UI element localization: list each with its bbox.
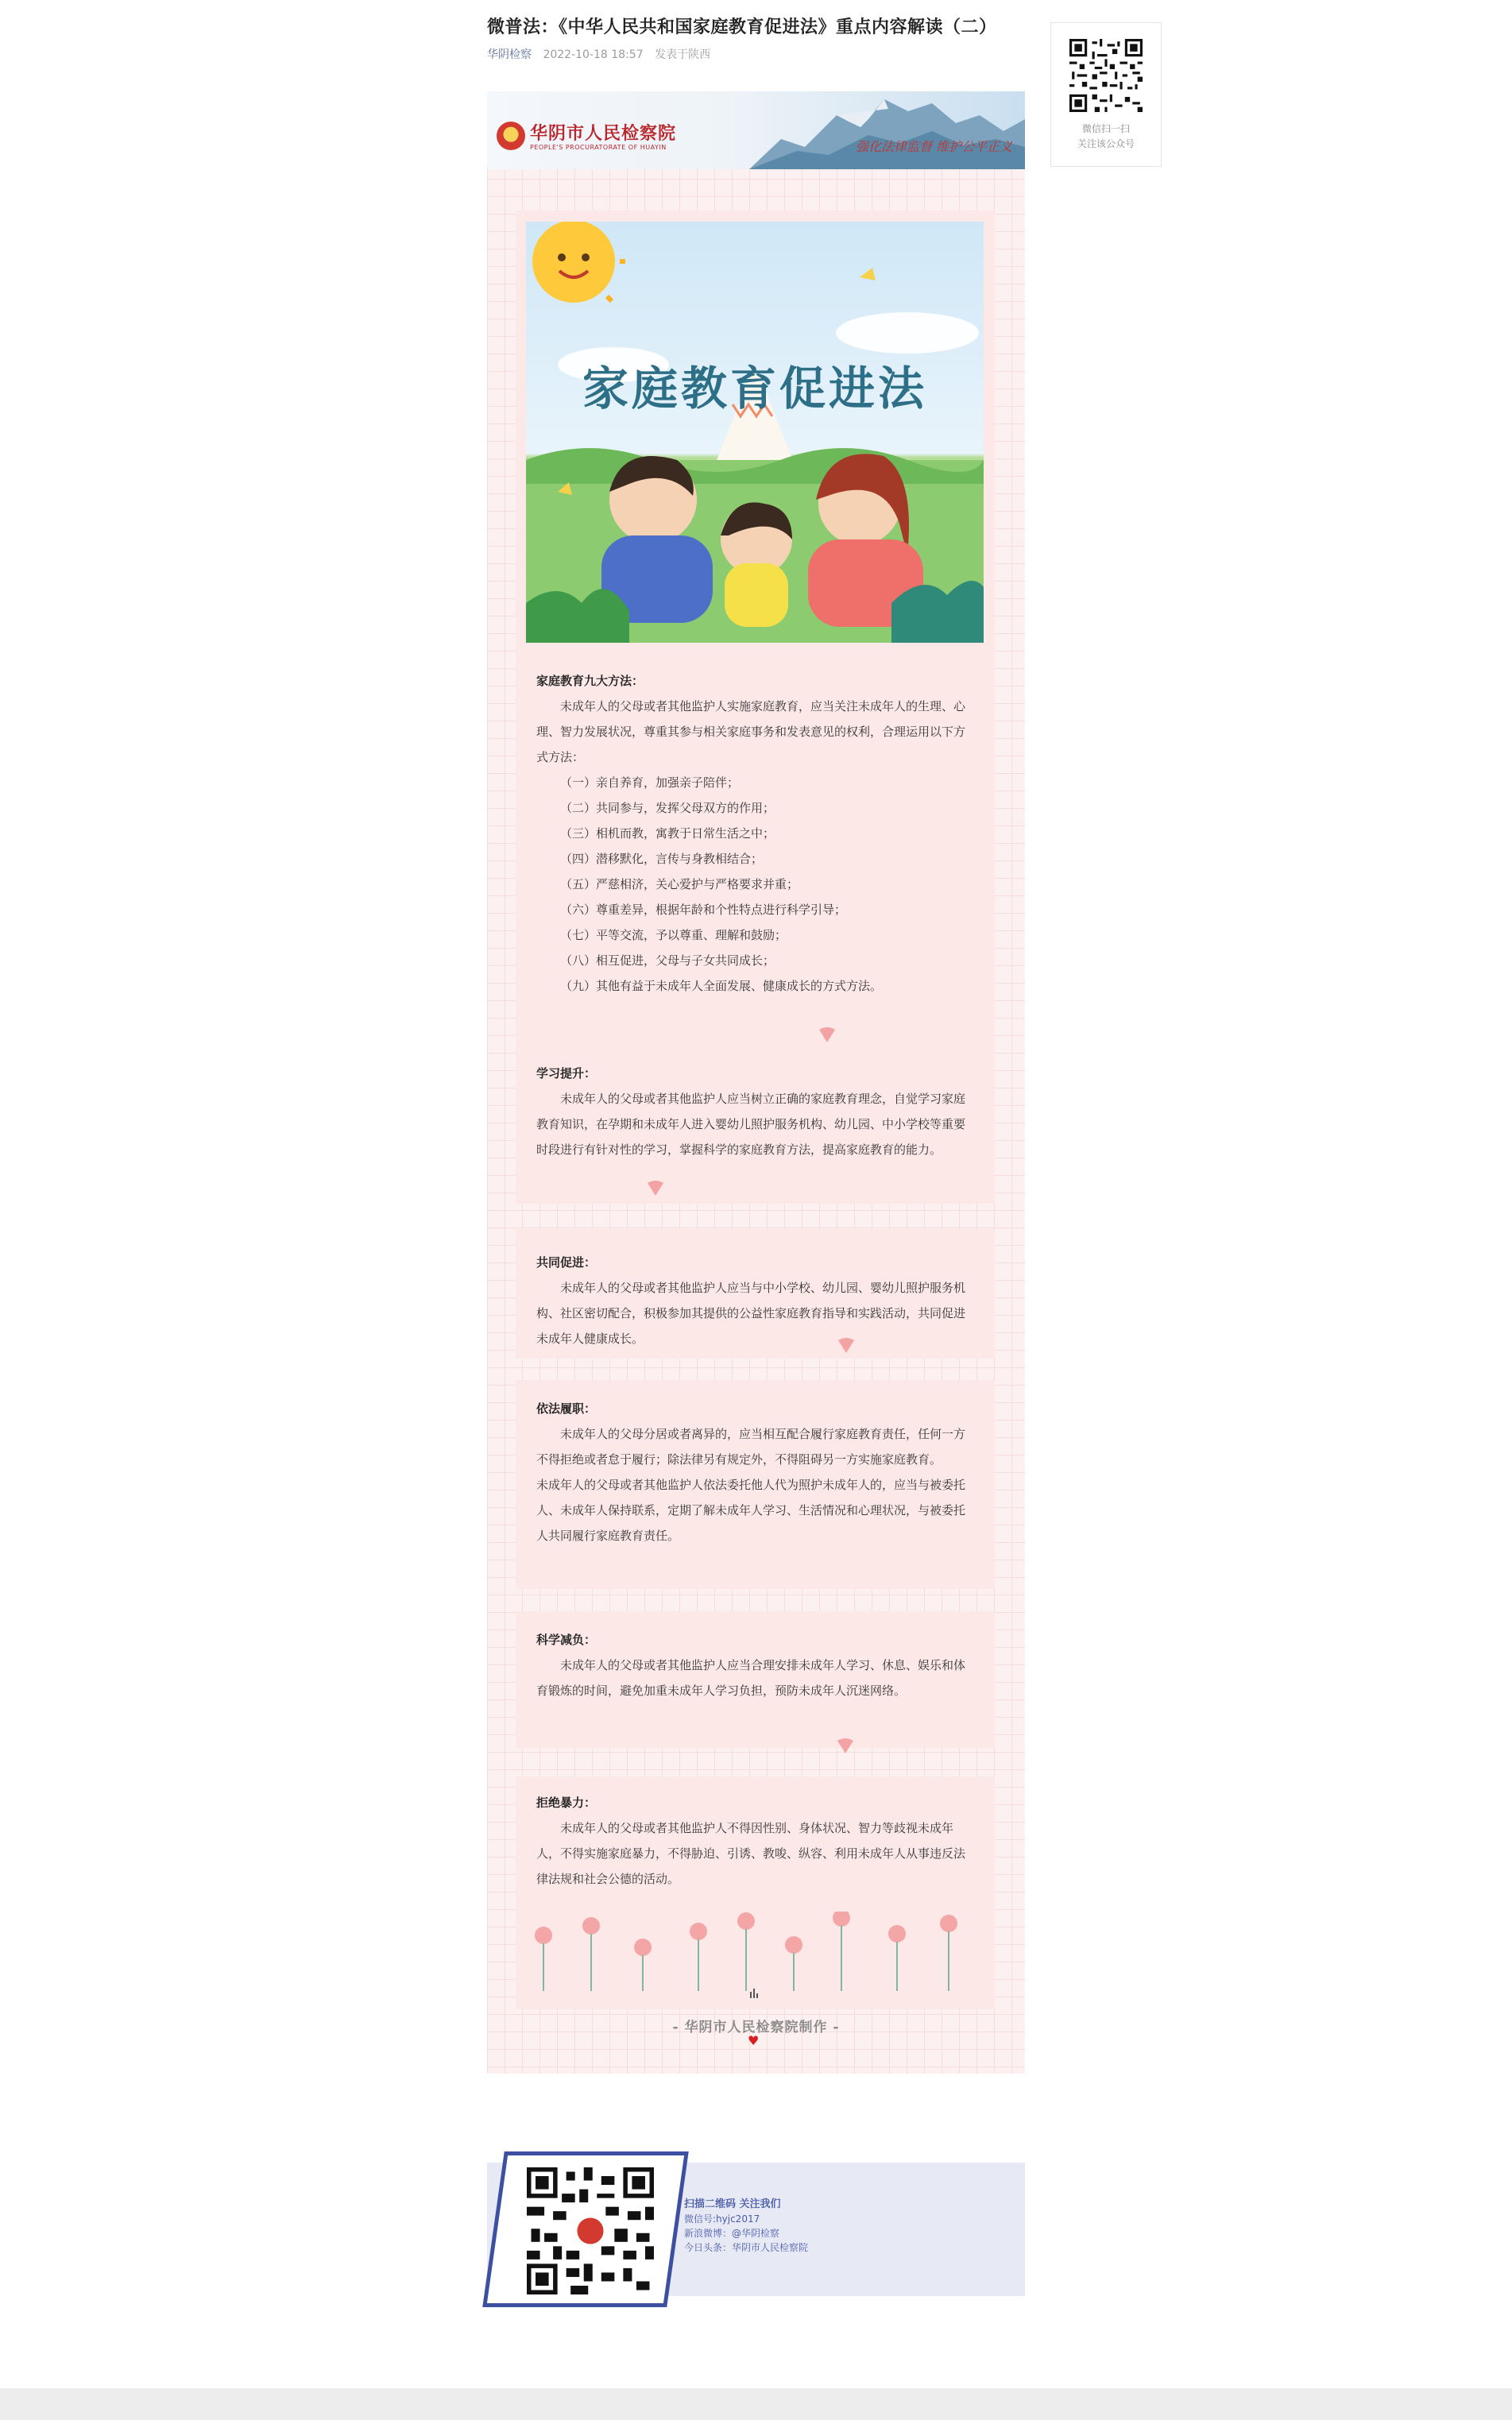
method-item: （五）严慈相济，关心爱护与严格要求并重； <box>560 877 799 891</box>
study-paragraph: 未成年人的父母或者其他监护人应当树立正确的家庭教育理念，自觉学习家庭教育知识，在孕期和未成年人进入婴幼儿照护服务机构、幼儿园、中小学校等重要时段进行有针对性的学习，掌握科学的家庭教育方法，提高家庭教育的能力。 <box>536 1092 966 1157</box>
banner-title: 华阴市人民检察院 <box>530 123 677 144</box>
toutiao-account: 今日头条：华阴市人民检察院 <box>684 2242 809 2253</box>
flower-decoration-icon <box>834 1738 857 1755</box>
mountain-illustration <box>749 91 1025 169</box>
article-header <box>487 0 1025 62</box>
methods-intro: 未成年人的父母或者其他监护人实施家庭教育，应当关注未成年人的生理、心理、智力发展状况，尊重其参与相关家庭事务和发表意见的权利，合理运用以下方式方法： <box>536 699 966 764</box>
burden-text <box>536 1627 974 1703</box>
national-emblem-icon <box>497 122 525 150</box>
banner-slogan: 强化法律监督 维护公平正义 <box>856 139 1013 154</box>
footer-caption: - 华阴市人民检察院制作 - <box>672 2020 840 2035</box>
account-name-link[interactable]: 华阴检察 <box>487 48 532 61</box>
illustration-title: 家庭教育促进法 <box>582 361 927 416</box>
flower-decoration-icon <box>644 1180 667 1197</box>
follow-us-info <box>684 2198 808 2255</box>
burden-paragraph: 未成年人的父母或者其他监护人应当合理安排未成年人学习、休息、娱乐和体育锻炼的时间，避免加重未成年人学习负担，预防未成年人沉迷网络。 <box>536 1658 966 1698</box>
flower-decoration-icon <box>835 1337 857 1355</box>
qr-caption-scan: 微信扫一扫 <box>1081 123 1130 134</box>
article-meta <box>487 46 1025 62</box>
duty-paragraph-2: 未成年人的父母或者其他监护人依法委托他人代为照护未成年人的，应当与被委托人、未成年人保持联系，定期了解未成年人学习、生活情况和心理状况，与被委托人共同履行家庭教育责任。 <box>536 1478 966 1543</box>
method-item: （二）共同参与，发挥父母双方的作用； <box>560 801 775 815</box>
article-content <box>487 91 1025 2074</box>
qr-code-icon <box>527 2167 654 2294</box>
weibo-account: 新浪微博：@华阴检察 <box>684 2228 780 2239</box>
family-illustration <box>526 222 984 643</box>
method-item: （四）潜移默化，言传与身教相结合； <box>560 852 764 866</box>
violence-paragraph: 未成年人的父母或者其他监护人不得因性别、身体状况、智力等歧视未成年人，不得实施家庭暴力，不得胁迫、引诱、教唆、纵容、利用未成年人从事违反法律法规和社会公德的活动。 <box>536 1821 966 1886</box>
duty-paragraph-1: 未成年人的父母分居或者离异的，应当相互配合履行家庭教育责任，任何一方不得拒绝或者怠于履行；除法律另有规定外，不得阻碍另一方实施家庭教育。 <box>536 1427 966 1467</box>
flower-decoration-icon <box>816 1026 838 1044</box>
flower-border-illustration <box>516 1912 995 1999</box>
study-heading: 学习提升： <box>536 1066 597 1080</box>
publish-date: 2022-10-18 18:57 <box>543 48 644 61</box>
scan-instruction: 扫描二维码 关注我们 <box>684 2198 781 2210</box>
article-title: 微普法：《中华人民共和国家庭教育促进法》重点内容解读（二） <box>487 17 997 37</box>
violence-heading: 拒绝暴力： <box>536 1796 597 1810</box>
method-item: （三）相机而教，寓教于日常生活之中； <box>560 826 775 841</box>
cooperate-text <box>536 1250 974 1351</box>
publish-location: 发表于陕西 <box>655 48 711 61</box>
method-item: （六）尊重差异，根据年龄和个性特点进行科学引导； <box>560 903 847 917</box>
family-scene-image <box>526 222 984 643</box>
method-item: （七）平等交流，予以尊重、理解和鼓励； <box>560 928 787 942</box>
page-bottom-bar <box>0 2388 1512 2420</box>
study-text <box>536 1061 974 1162</box>
follow-qr-panel <box>1050 22 1162 167</box>
heart-icon: ♥ <box>748 2033 760 2048</box>
cooperate-heading: 共同促进： <box>536 1255 597 1270</box>
qr-code-icon <box>1069 39 1143 112</box>
qr-caption-follow: 关注该公众号 <box>1077 138 1135 149</box>
method-item: （八）相互促进，父母与子女共同成长； <box>560 953 775 968</box>
wechat-id: 微信号:hyjc2017 <box>684 2213 760 2225</box>
duty-heading: 依法履职： <box>536 1401 597 1416</box>
methods-heading: 家庭教育九大方法： <box>536 674 644 688</box>
method-item: （九）其他有益于未成年人全面发展、健康成长的方式方法。 <box>560 979 883 993</box>
methods-text <box>536 668 974 999</box>
method-item: （一）亲自养育，加强亲子陪伴； <box>560 775 740 790</box>
procuratorate-banner <box>487 91 1025 169</box>
banner-subtitle: PEOPLE'S PROCURATORATE OF HUAYIN <box>530 144 667 151</box>
cooperate-paragraph: 未成年人的父母或者其他监护人应当与中小学校、幼儿园、婴幼儿照护服务机构、社区密切配合，积极参加其提供的公益性家庭教育指导和实践活动，共同促进未成年人健康成长。 <box>536 1281 966 1346</box>
duty-text <box>536 1396 974 1548</box>
burden-heading: 科学减负： <box>536 1633 597 1647</box>
follow-us-card <box>487 2163 1025 2296</box>
violence-text <box>536 1790 974 1892</box>
